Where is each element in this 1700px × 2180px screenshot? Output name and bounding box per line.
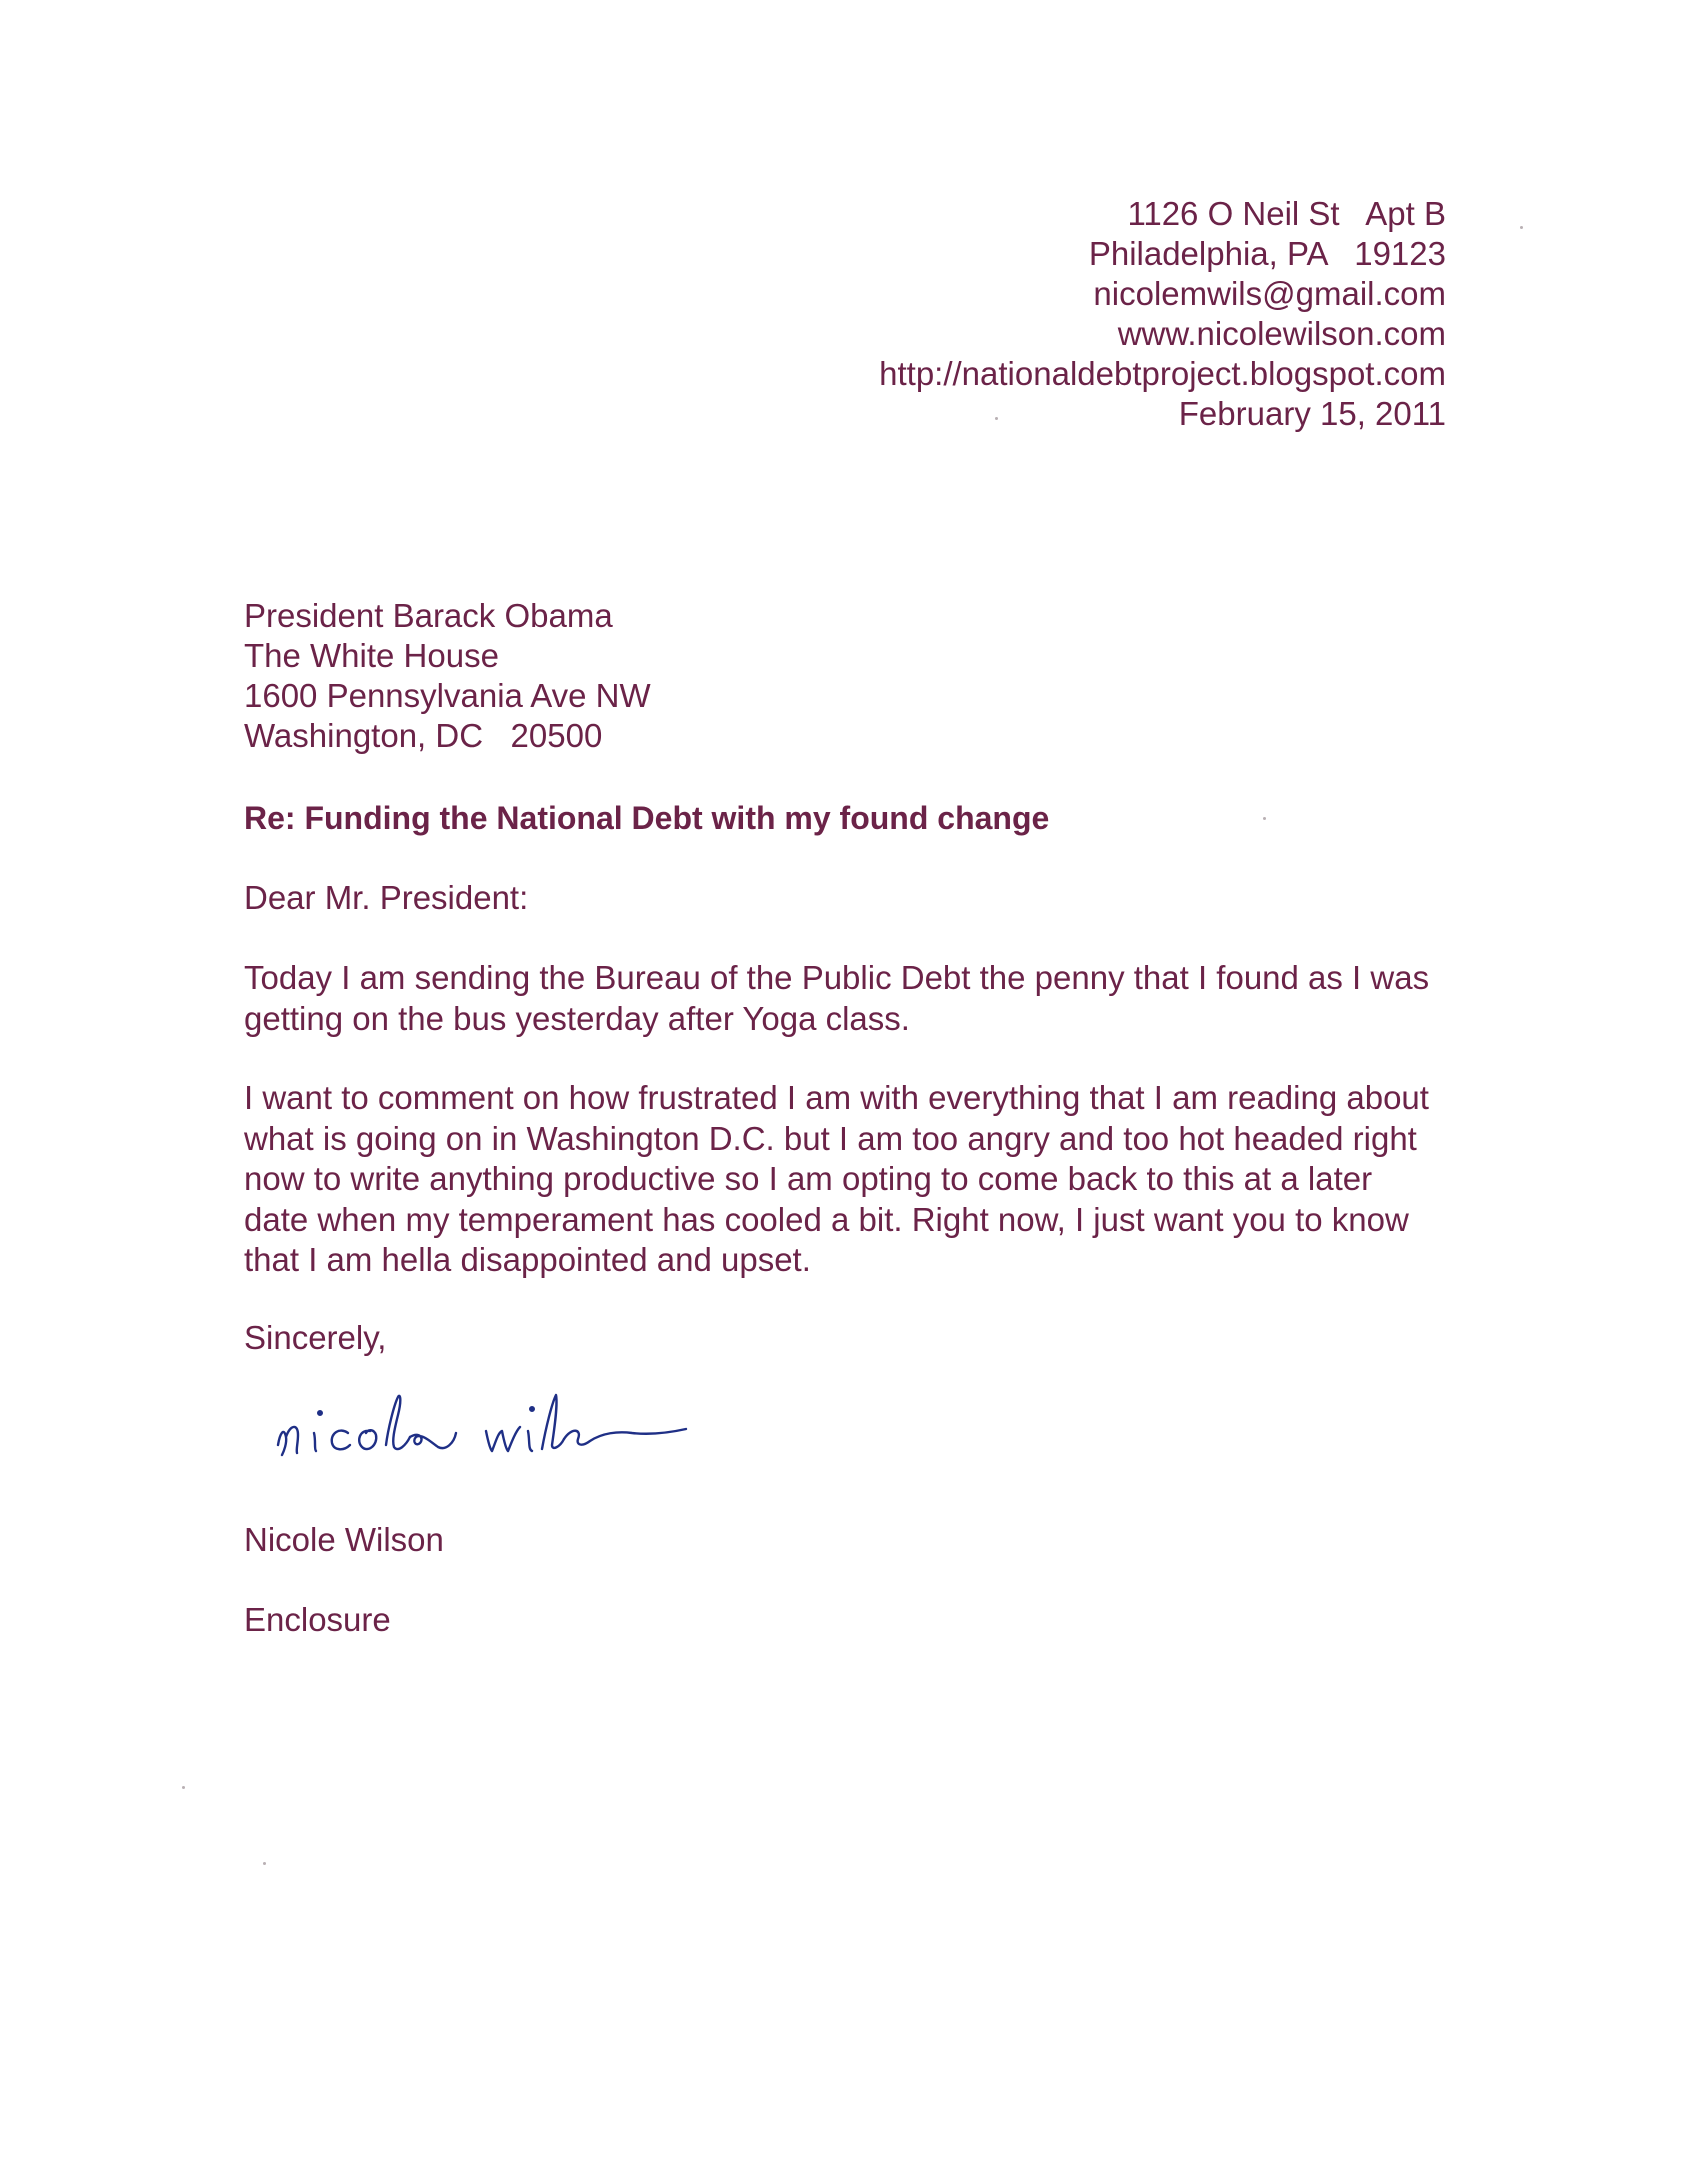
recipient-address-block: [244, 596, 651, 756]
salutation: Dear Mr. President:: [244, 879, 529, 916]
scan-speck: [1520, 226, 1523, 229]
scan-speck: [1263, 817, 1266, 820]
paragraph-line: date when my temperament has cooled a bit. Right now, I just want you to know: [244, 1200, 1409, 1238]
enclosure-notation: Enclosure: [244, 1601, 391, 1638]
body-paragraph-1: [244, 958, 1454, 1039]
sender-address-block: [700, 194, 1446, 434]
sender-street: 1126 O Neil St Apt B: [1127, 195, 1446, 232]
body-paragraph-2: [244, 1078, 1454, 1281]
recipient-street: 1600 Pennsylvania Ave NW: [244, 677, 651, 714]
paragraph-line: I want to comment on how frustrated I am with everything that I am reading about: [244, 1079, 1429, 1116]
sender-website: www.nicolewilson.com: [1117, 315, 1446, 352]
scan-speck: [995, 417, 998, 420]
recipient-organization: The White House: [244, 637, 499, 674]
letter-date: February 15, 2011: [1178, 395, 1446, 432]
paragraph-line: getting on the bus yesterday after Yoga class.: [244, 999, 910, 1037]
recipient-city: Washington, DC 20500: [244, 717, 603, 754]
scan-speck: [263, 1862, 266, 1865]
closing: Sincerely,: [244, 1319, 387, 1356]
paragraph-line: that I am hella disappointed and upset.: [244, 1241, 811, 1278]
recipient-name: President Barack Obama: [244, 597, 613, 634]
paragraph-line: Today I am sending the Bureau of the Public Debt the penny that I found as I was: [244, 959, 1430, 996]
scan-speck: [182, 1786, 185, 1789]
signer-name: Nicole Wilson: [244, 1521, 444, 1558]
handwritten-signature: [270, 1375, 710, 1485]
paragraph-line: now to write anything productive so I am opting to come back to this at a later: [244, 1160, 1373, 1197]
paragraph-line: what is going on in Washington D.C. but I am too angry and too hot headed right: [244, 1119, 1417, 1157]
sender-email: nicolemwils@gmail.com: [1093, 275, 1446, 312]
sender-city: Philadelphia, PA 19123: [1088, 235, 1446, 272]
sender-blog: http://nationaldebtproject.blogspot.com: [879, 355, 1446, 392]
subject-line: Re: Funding the National Debt with my found change: [244, 800, 1050, 836]
